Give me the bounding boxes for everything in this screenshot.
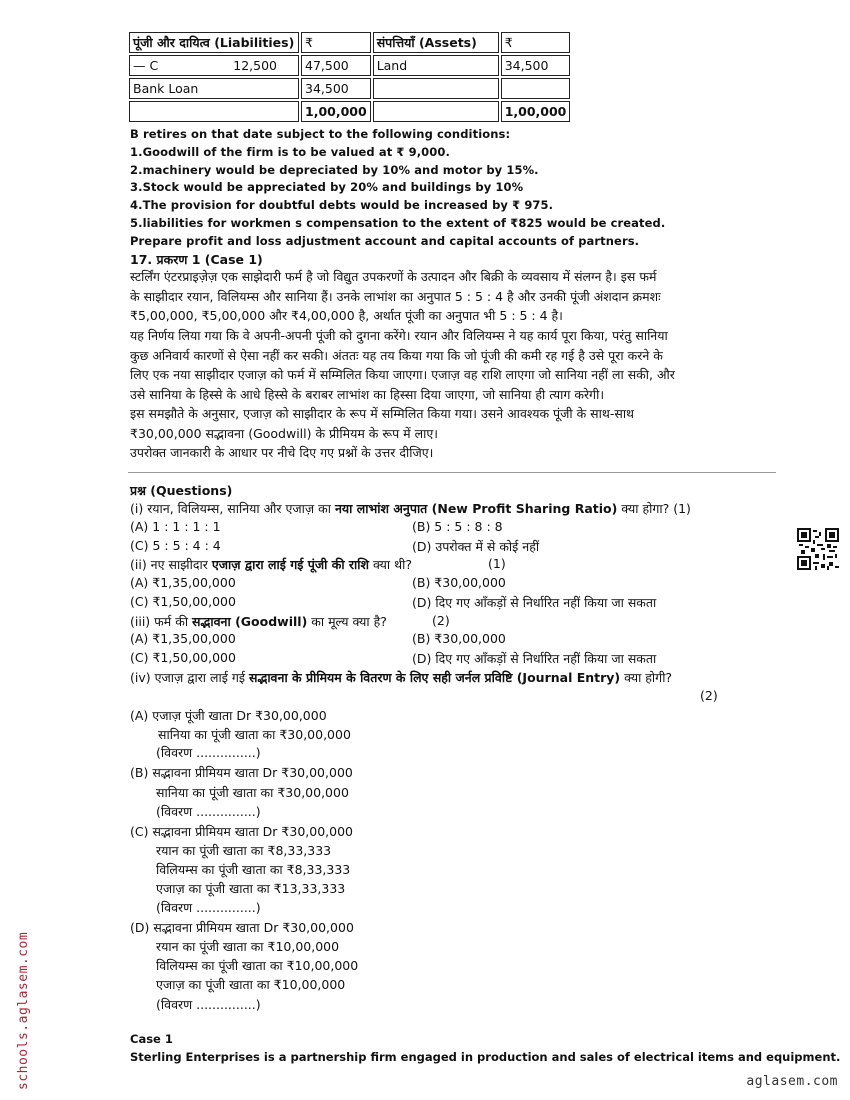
question-marks: (1)	[488, 556, 506, 571]
case-paragraph-line: लिए एक नया साझीदार एजाज़ को फर्म में सम्मिलित किया जाएगा। एजाज़ वह राशि लाएगा जो सानिया नहीं ला सकी, और	[130, 367, 675, 382]
table-cell	[129, 55, 299, 76]
question-text: क्या होगी?	[620, 670, 673, 685]
condition-item: 3.Stock would be appreciated by 20% and buildings by 10%	[130, 180, 524, 194]
table-cell	[501, 78, 571, 99]
option-a: (A) ₹1,35,00,000	[130, 575, 236, 590]
table-cell	[373, 78, 499, 99]
option-label: (C)	[130, 824, 149, 839]
journal-option-d	[130, 919, 354, 936]
vertical-watermark: schools.aglasem.com	[16, 931, 31, 1090]
table-cell: 34,500	[301, 78, 371, 99]
question-emphasis: नया लाभांश अनुपात (New Profit Sharing Ratio)	[334, 501, 618, 516]
question-text: क्या थी?	[369, 557, 412, 572]
conditions-intro: B retires on that date subject to the following conditions:	[130, 127, 511, 141]
journal-line: सद्भावना प्रीमियम खाता Dr ₹30,00,000	[152, 824, 353, 839]
case-paragraph-line: ₹5,00,000, ₹5,00,000 और ₹4,00,000 है, अर्थात पूंजी का अनुपात भी 5 : 5 : 4 है।	[130, 308, 563, 323]
case-paragraph-line: उपरोक्त जानकारी के आधार पर नीचे दिए गए प्रश्नों के उत्तर दीजिए।	[130, 445, 434, 460]
journal-line: विलियम्स का पूंजी खाता का ₹8,33,333	[156, 862, 351, 877]
question-marks: (2)	[432, 613, 450, 628]
question-text: क्या होगा? (1)	[617, 501, 691, 516]
case-paragraph-line: के साझीदार रयान, विलियम्स और सानिया हैं। उनके लाभांश का अनुपात 5 : 5 : 4 है और उनकी पूंजी अंशदान क्रमशः	[130, 289, 661, 304]
condition-item: 5.liabilities for workmen s compensation to the extent of ₹825 would be created.	[130, 216, 666, 230]
total-assets: 1,00,000	[501, 101, 571, 122]
table-cell: 47,500	[301, 55, 371, 76]
case-paragraph-line: उसे सानिया के हिस्से के आधे हिस्से के बराबर लाभांश का हिस्सा दिया जाएगा, जो सानिया ही त्याग करेगी।	[130, 387, 605, 402]
table-row	[129, 78, 570, 99]
journal-line: (विवरण ...............)	[156, 997, 261, 1012]
cell-amount: 12,500	[233, 58, 277, 73]
journal-line: एजाज़ पूंजी खाता Dr ₹30,00,000	[152, 708, 327, 723]
journal-line: (विवरण ...............)	[156, 745, 261, 760]
question-4	[130, 669, 672, 686]
condition-item: 2.machinery would be depreciated by 10% and motor by 15%.	[130, 163, 539, 177]
table-cell: Bank Loan	[129, 78, 299, 99]
condition-item: 1.Goodwill of the firm is to be valued at ₹ 9,000.	[130, 145, 450, 159]
questions-heading: प्रश्न (Questions)	[130, 483, 233, 498]
cell-label: — C	[133, 58, 159, 73]
header-assets: संपत्तियाँ (Assets)	[373, 32, 499, 53]
qr-code-icon	[797, 528, 839, 570]
table-cell	[373, 101, 499, 122]
journal-line: रयान का पूंजी खाता का ₹10,00,000	[156, 939, 340, 954]
section-divider	[128, 472, 776, 473]
option-d: (D) दिए गए आँकड़ों से निर्धारित नहीं किया जा सकता	[412, 595, 657, 610]
option-b: (B) ₹30,00,000	[412, 575, 506, 590]
journal-line: सद्भावना प्रीमियम खाता Dr ₹30,00,000	[153, 920, 354, 935]
header-liabilities: पूंजी और दायित्व (Liabilities)	[129, 32, 299, 53]
conditions-instruction: Prepare profit and loss adjustment account and capital accounts of partners.	[130, 234, 640, 248]
journal-line: सानिया का पूंजी खाता का ₹30,00,000	[156, 785, 349, 800]
condition-item: 4.The provision for doubtful debts would be increased by ₹ 975.	[130, 198, 554, 212]
case-paragraph-line: यह निर्णय लिया गया कि वे अपनी-अपनी पूंजी को दुगना करेंगे। रयान और विलियम्स ने यह कार्य पूरा किया, परंतु सानिया	[130, 328, 668, 343]
case-english-heading: Case 1	[130, 1032, 173, 1046]
option-label: (D)	[130, 920, 150, 935]
question-3	[130, 613, 387, 630]
table-cell: 34,500	[501, 55, 571, 76]
option-b: (B) 5 : 5 : 8 : 8	[412, 519, 503, 534]
journal-line: सानिया का पूंजी खाता का ₹30,00,000	[158, 727, 351, 742]
balance-sheet-table	[127, 30, 572, 124]
option-label: (A)	[130, 708, 149, 723]
option-a: (A) 1 : 1 : 1 : 1	[130, 519, 221, 534]
question-text: (ii) नए साझीदार	[130, 557, 212, 572]
case-paragraph-line: कुछ अनिवार्य कारणों से ऐसा नहीं कर सकी। अंततः यह तय किया गया कि जो पूंजी की कमी रह गई है उसे पूरा करने के	[130, 348, 663, 363]
question-text: (iv) एजाज़ द्वारा लाई गई	[130, 670, 249, 685]
journal-line: (विवरण ...............)	[156, 804, 261, 819]
table-row	[129, 55, 570, 76]
question-1	[130, 500, 691, 517]
journal-line: सद्भावना प्रीमियम खाता Dr ₹30,00,000	[152, 765, 353, 780]
journal-option-c	[130, 823, 353, 840]
question-17-heading: 17. प्रकरण 1 (Case 1)	[130, 252, 263, 267]
question-text: (i) रयान, विलियम्स, सानिया और एजाज़ का	[130, 501, 335, 516]
header-rupee: ₹	[501, 32, 571, 53]
question-emphasis: सद्भावना (Goodwill)	[192, 614, 308, 629]
option-c: (C) 5 : 5 : 4 : 4	[130, 538, 221, 553]
question-marks: (2)	[700, 688, 718, 703]
journal-line: रयान का पूंजी खाता का ₹8,33,333	[156, 843, 332, 858]
question-2	[130, 556, 412, 573]
table-cell: Land	[373, 55, 499, 76]
footer-watermark: aglasem.com	[746, 1074, 838, 1089]
question-text: का मूल्य क्या है?	[307, 614, 387, 629]
case-paragraph-line: स्टर्लिंग एंटरप्राइज़ेज़ एक साझेदारी फर्म है जो विद्युत उपकरणों के उत्पादन और बिक्री के व्यवसाय में संलग्न है। इस फर्म	[130, 269, 657, 284]
question-text: (iii) फर्म की	[130, 614, 193, 629]
total-liabilities: 1,00,000	[301, 101, 371, 122]
table-cell	[129, 101, 299, 122]
option-c: (C) ₹1,50,00,000	[130, 594, 236, 609]
option-c: (C) ₹1,50,00,000	[130, 650, 236, 665]
option-a: (A) ₹1,35,00,000	[130, 631, 236, 646]
journal-option-b	[130, 764, 353, 781]
table-total-row	[129, 101, 570, 122]
case-paragraph-line: इस समझौते के अनुसार, एजाज़ को साझीदार के रूप में सम्मिलित किया गया। उसने आवश्यक पूंजी के साथ-साथ	[130, 406, 635, 421]
option-label: (B)	[130, 765, 149, 780]
journal-option-a	[130, 707, 327, 724]
journal-line: एजाज़ का पूंजी खाता का ₹13,33,333	[156, 881, 346, 896]
case-english-text: Sterling Enterprises is a partnership firm engaged in production and sales of electrical items and equipment.	[130, 1050, 841, 1064]
case-paragraph-line: ₹30,00,000 सद्भावना (Goodwill) के प्रीमियम के रूप में लाए।	[130, 426, 438, 441]
table-header-row	[129, 32, 570, 53]
header-rupee: ₹	[301, 32, 371, 53]
journal-line: एजाज़ का पूंजी खाता का ₹10,00,000	[156, 977, 346, 992]
question-emphasis: एजाज़ द्वारा लाई गई पूंजी की राशि	[211, 557, 369, 572]
journal-line: विलियम्स का पूंजी खाता का ₹10,00,000	[156, 958, 359, 973]
option-d: (D) दिए गए आँकड़ों से निर्धारित नहीं किया जा सकता	[412, 651, 657, 666]
option-b: (B) ₹30,00,000	[412, 631, 506, 646]
journal-line: (विवरण ...............)	[156, 900, 261, 915]
option-d: (D) उपरोक्त में से कोई नहीं	[412, 539, 540, 554]
question-emphasis: सद्भावना के प्रीमियम के वितरण के लिए सही जर्नल प्रविष्टि (Journal Entry)	[249, 670, 621, 685]
